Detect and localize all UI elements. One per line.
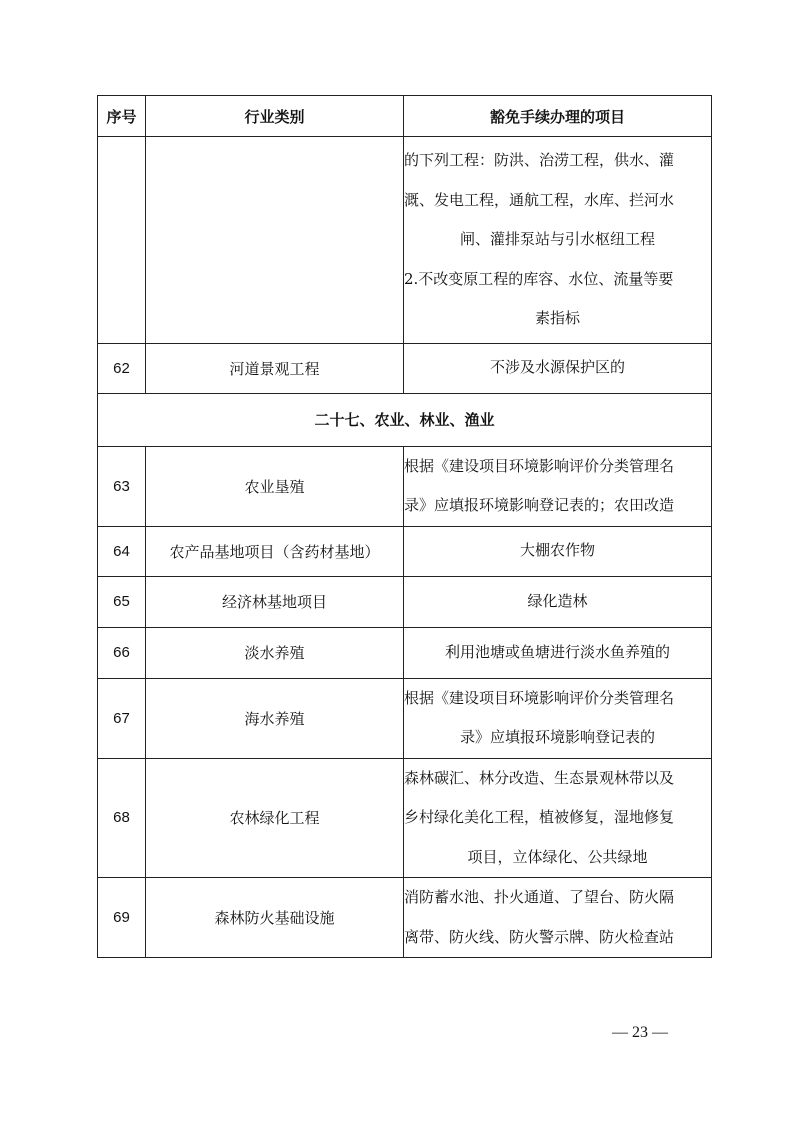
row-exempt-items (404, 446, 712, 526)
text-line: 闸、灌排泵站与引水枢纽工程 (459, 230, 655, 248)
page-number: — 23 — (612, 1024, 668, 1041)
table-row (98, 526, 712, 576)
text-line: 不涉及水源保护区的 (489, 358, 625, 377)
table-row (98, 137, 712, 344)
row-category: 农产品基地项目（含药材基地） (146, 526, 404, 576)
exemption-table (97, 95, 712, 958)
row-category (146, 137, 404, 344)
text-line: 的下列工程：防洪、治涝工程，供水、灌 (404, 151, 675, 169)
text-line: 项目，立体绿化、公共绿地 (467, 847, 648, 866)
row-category: 农业垦殖 (146, 446, 404, 526)
section-heading: 二十七、农业、林业、渔业 (98, 393, 712, 446)
row-category: 淡水养殖 (146, 627, 404, 678)
row-number: 62 (98, 343, 146, 393)
text-line: 录》应填报环境影响登记表的；农田改造 (404, 496, 675, 514)
table-row (98, 343, 712, 393)
row-category: 经济林基地项目 (146, 576, 404, 627)
text-line: 消防蓄水池、扑火通道、了望台、防火隔 (404, 888, 675, 906)
table-row (98, 446, 712, 526)
table-row (98, 678, 712, 758)
table-row (98, 627, 712, 678)
row-category: 森林防火基础设施 (146, 878, 404, 958)
row-number: 63 (98, 446, 146, 526)
text-line: 根据《建设项目环境影响评价分类管理名 (404, 688, 675, 707)
row-exempt-items (404, 576, 712, 627)
text-line: 离带、防火线、防火警示牌、防火检查站 (404, 927, 675, 946)
row-exempt-items (404, 678, 712, 758)
row-exempt-items (404, 758, 712, 878)
table-row (98, 878, 712, 958)
text-line: 乡村绿化美化工程，植被修复，湿地修复 (404, 808, 675, 826)
text-line: 绿化造林 (527, 591, 588, 610)
row-number: 66 (98, 627, 146, 678)
row-number: 68 (98, 758, 146, 878)
text-line: 大棚农作物 (519, 541, 595, 560)
row-exempt-items (404, 137, 712, 344)
row-exempt-items (404, 343, 712, 393)
row-number: 69 (98, 878, 146, 958)
row-category: 海水养殖 (146, 678, 404, 758)
row-number: 67 (98, 678, 146, 758)
header-industry-category: 行业类别 (146, 96, 404, 137)
text-line: 2.不改变原工程的库容、水位、流量等要 (404, 269, 674, 288)
section-row (98, 393, 712, 446)
row-number: 64 (98, 526, 146, 576)
table-header-row (98, 96, 712, 137)
text-line: 森林碳汇、林分改造、生态景观林带以及 (404, 768, 675, 787)
row-exempt-items (404, 526, 712, 576)
row-number (98, 137, 146, 344)
text-line: 溉、发电工程，通航工程，水库、拦河水 (404, 190, 675, 209)
row-exempt-items (404, 627, 712, 678)
text-line: 利用池塘或鱼塘进行淡水鱼养殖的 (444, 642, 670, 661)
table-row (98, 576, 712, 627)
text-line: 素指标 (534, 309, 580, 327)
header-serial: 序号 (98, 96, 146, 137)
row-category: 农林绿化工程 (146, 758, 404, 878)
row-category: 河道景观工程 (146, 343, 404, 393)
row-exempt-items (404, 878, 712, 958)
header-exempt-projects: 豁免手续办理的项目 (404, 96, 712, 137)
text-line: 根据《建设项目环境影响评价分类管理名 (404, 456, 675, 475)
row-number: 65 (98, 576, 146, 627)
text-line: 录》应填报环境影响登记表的 (459, 728, 655, 746)
table-row (98, 758, 712, 878)
